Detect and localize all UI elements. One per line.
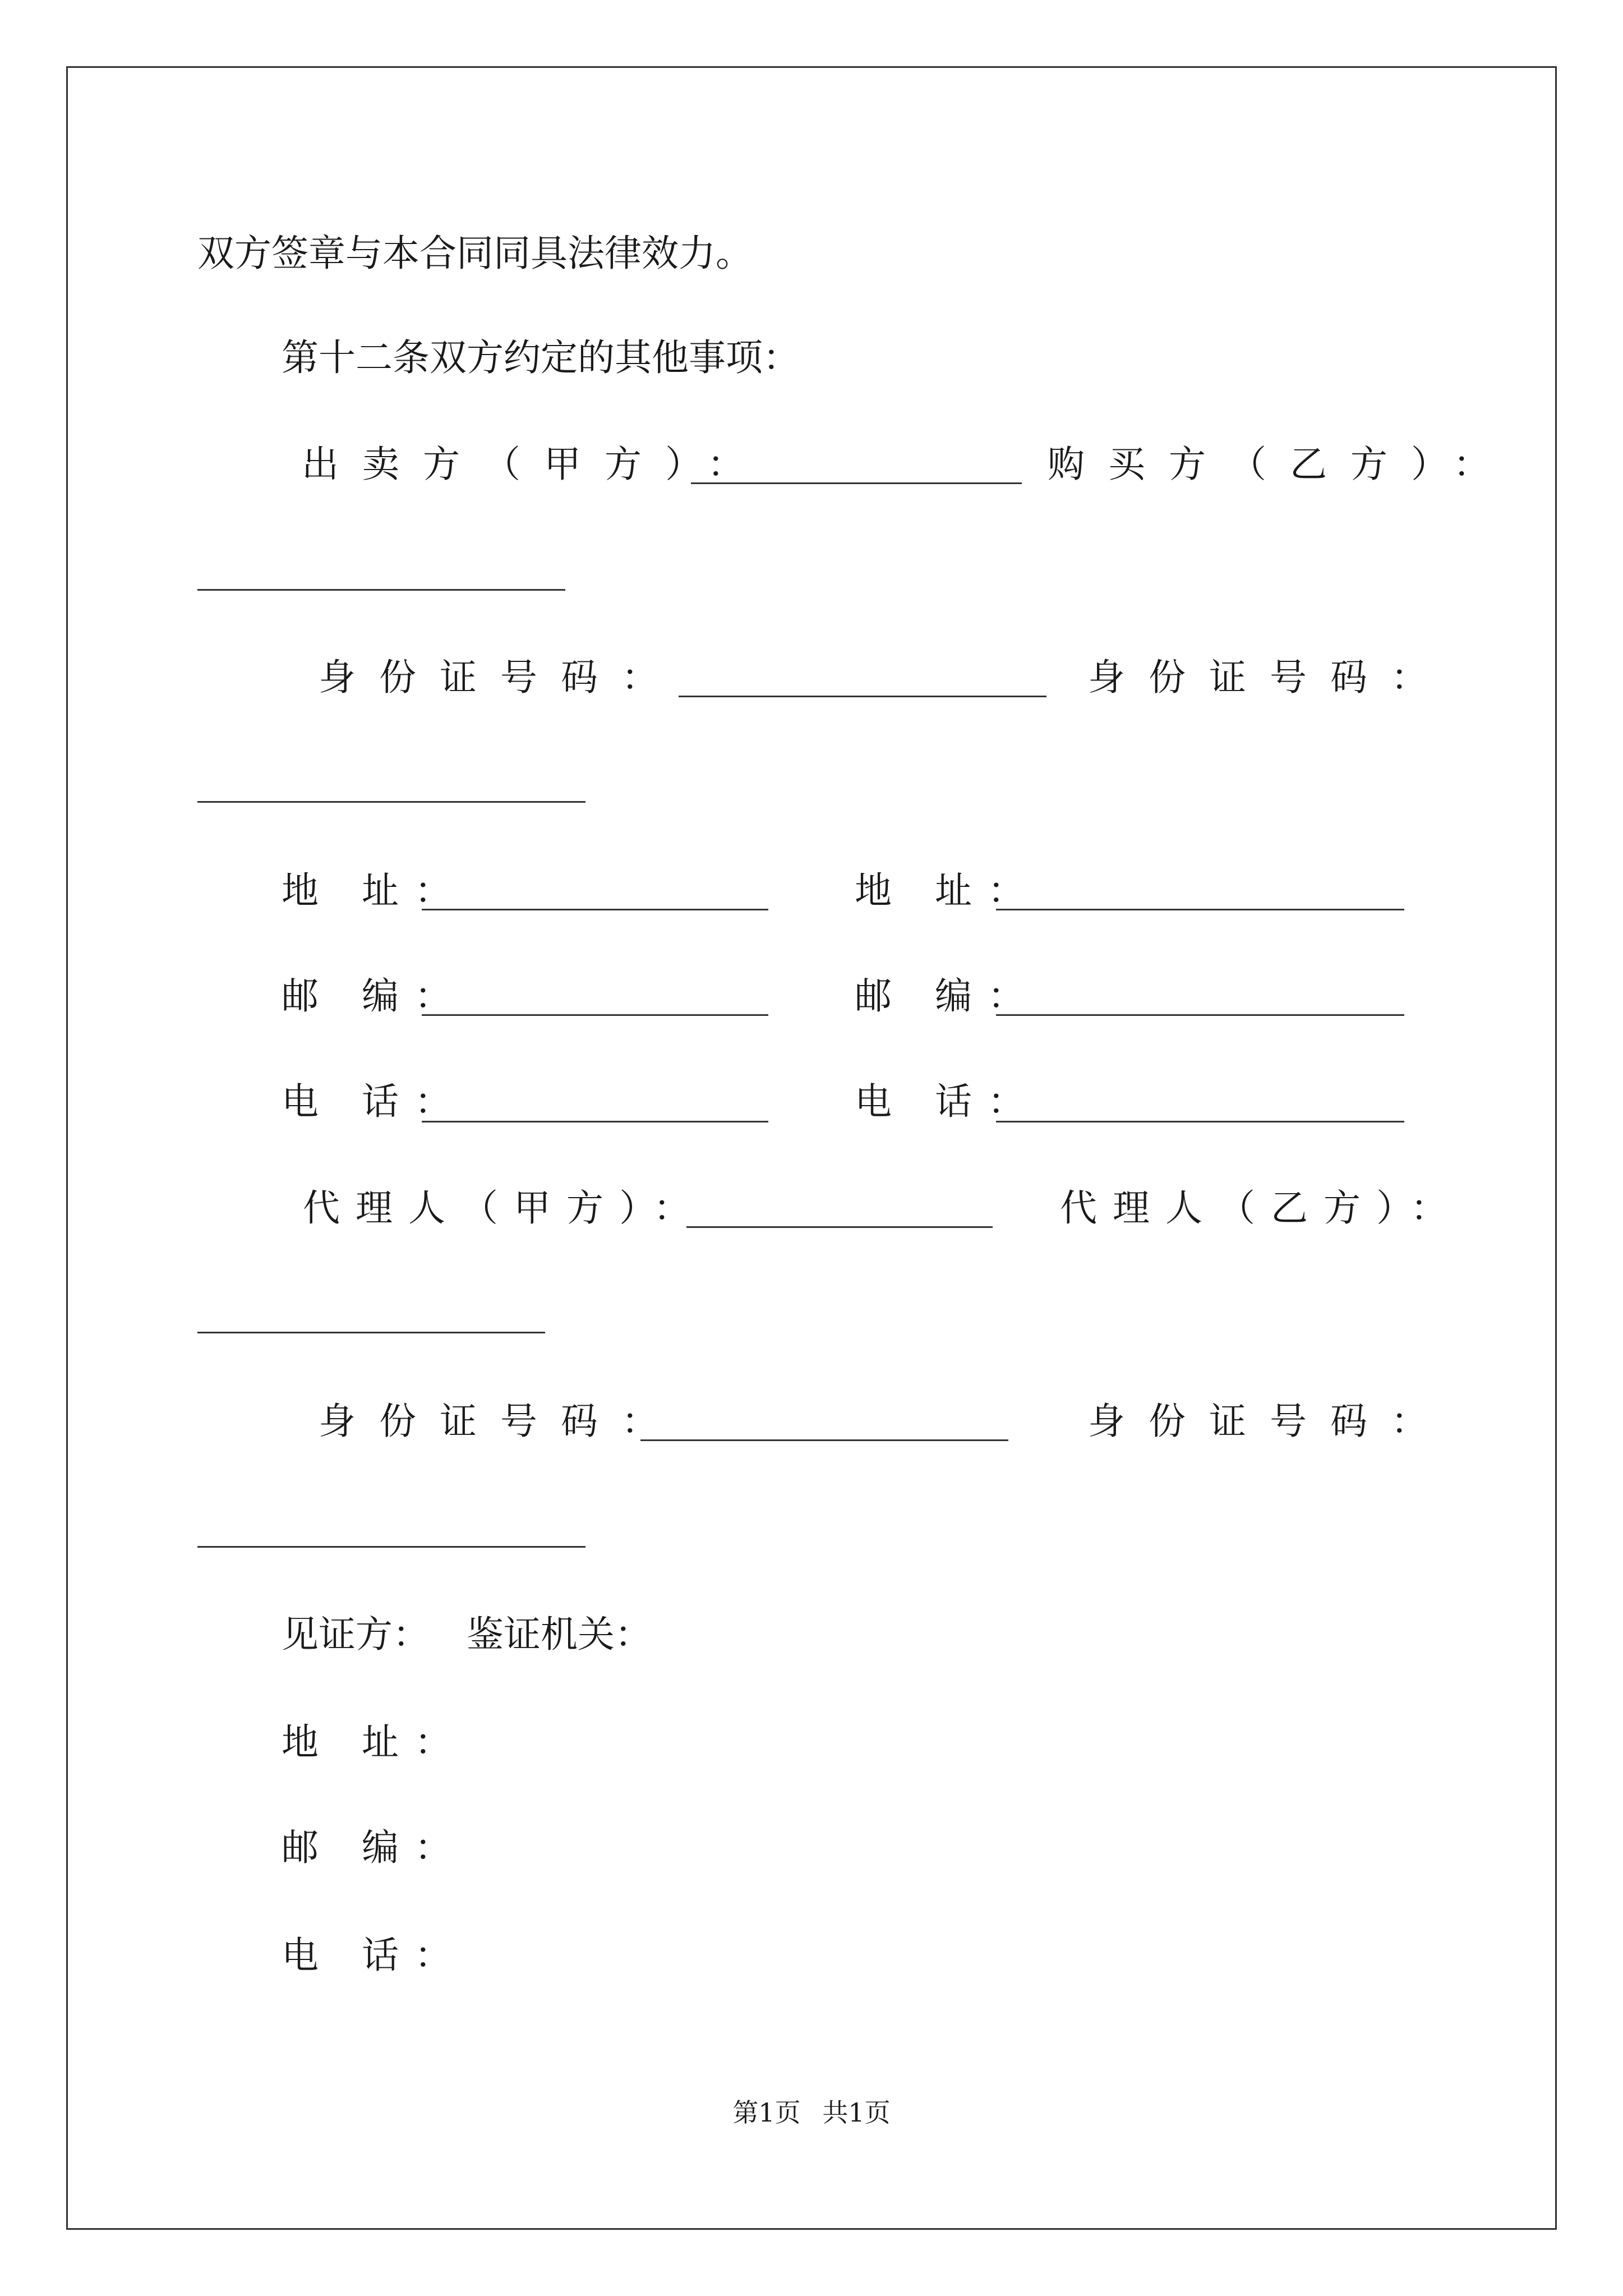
witness-zip-label: 邮 编：: [282, 1826, 467, 1869]
clause-12-heading: 第十二条双方约定的其他事项：: [282, 336, 800, 379]
seller-address-blank[interactable]: [422, 909, 768, 910]
seller-id-label: 身份证号码：: [319, 656, 682, 699]
seller-agent-id-blank[interactable]: [640, 1439, 1008, 1441]
buyer-id-label: 身份证号码：: [1088, 656, 1451, 699]
witness-label: 见证方：: [282, 1613, 430, 1656]
buyer-agent-id-blank[interactable]: [197, 1546, 585, 1548]
page-border: [66, 66, 1557, 2230]
seller-id-blank[interactable]: [679, 696, 1046, 697]
buyer-agent-blank[interactable]: [197, 1332, 545, 1333]
buyer-address-label: 地 址：: [855, 869, 1040, 912]
witness-phone-label: 电 话：: [282, 1934, 467, 1977]
seller-zip-blank[interactable]: [422, 1014, 768, 1016]
buyer-agent-label: 代理人（乙方）：: [1060, 1186, 1463, 1230]
buyer-phone-label: 电 话：: [855, 1080, 1040, 1123]
buyer-address-blank[interactable]: [996, 909, 1404, 910]
page-footer: [0, 2097, 1623, 2128]
seller-agent-blank[interactable]: [686, 1226, 993, 1228]
seller-agent-id-label: 身份证号码：: [319, 1400, 682, 1443]
buyer-label: 购买方（乙方）：: [1048, 443, 1514, 486]
witness-address-label: 地 址：: [282, 1720, 467, 1764]
seller-zip-label: 邮 编：: [282, 974, 467, 1018]
page-total: 共1页: [822, 2097, 891, 2128]
buyer-blank[interactable]: [197, 589, 565, 591]
buyer-id-blank[interactable]: [197, 801, 585, 803]
clause-text: 双方签章与本合同同具法律效力。: [197, 232, 753, 275]
buyer-zip-blank[interactable]: [996, 1014, 1404, 1016]
buyer-agent-id-label: 身份证号码：: [1088, 1400, 1451, 1443]
buyer-phone-blank[interactable]: [996, 1121, 1404, 1122]
seller-address-label: 地 址：: [282, 869, 467, 912]
seller-agent-label: 代理人（甲方）：: [303, 1186, 706, 1230]
buyer-zip-label: 邮 编：: [855, 974, 1040, 1018]
seller-blank[interactable]: [691, 482, 1022, 484]
seller-phone-label: 电 话：: [282, 1080, 467, 1123]
page-number: 第1页: [732, 2097, 801, 2128]
seller-phone-blank[interactable]: [422, 1121, 768, 1122]
seller-label: 出卖方（甲方）：: [302, 443, 768, 486]
authority-label: 鉴证机关：: [467, 1613, 652, 1656]
